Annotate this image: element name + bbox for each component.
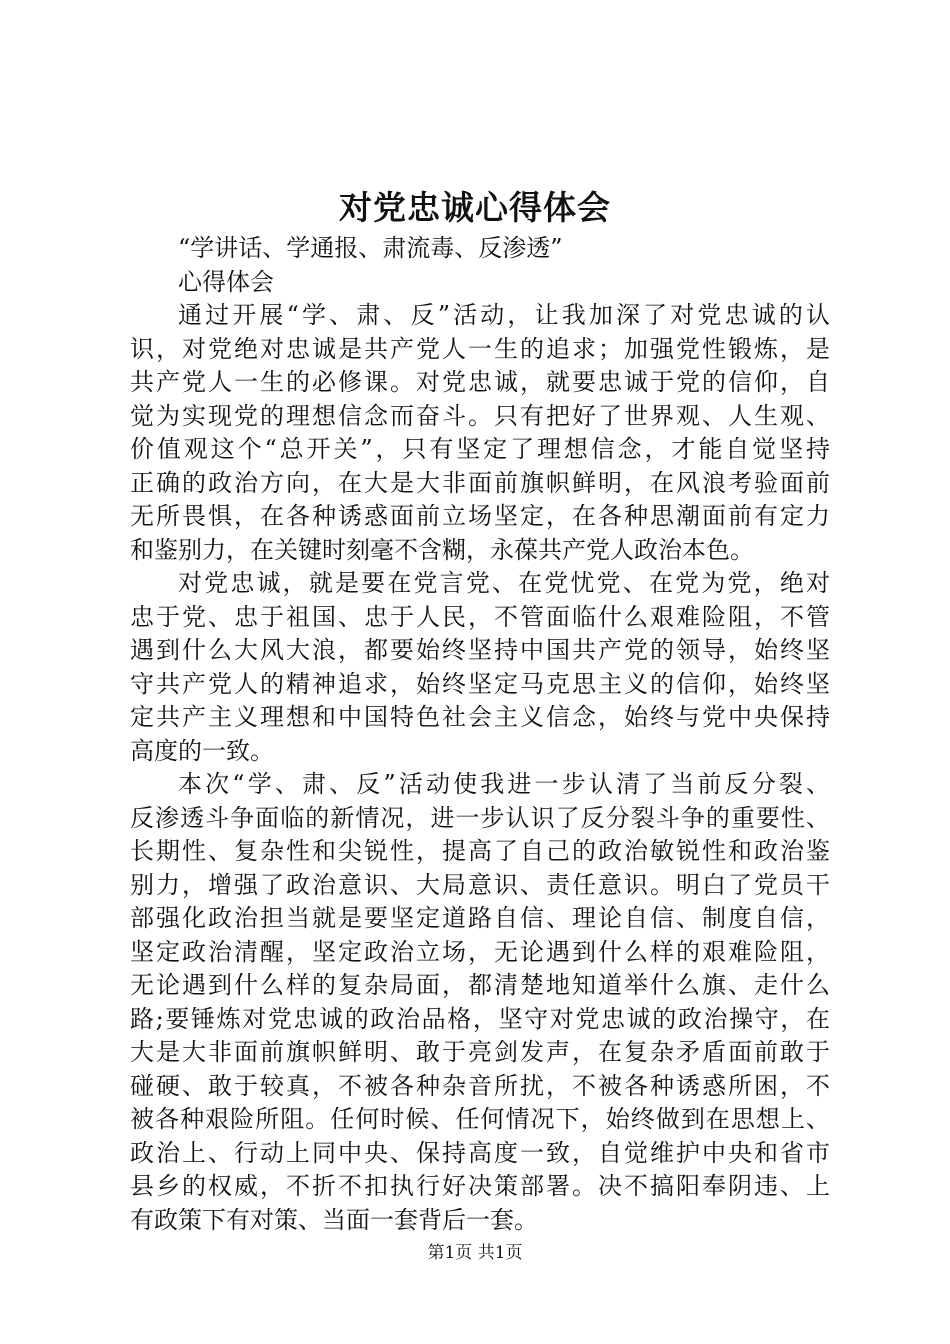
text-line: 共产党人一生的必修课。对党忠诚，就要忠诚于党的信仰，自 [130,368,830,396]
paragraph-1 [130,299,830,567]
document-title: 对党忠诚心得体会 [339,188,611,227]
subtitle-line: “学讲话、学通报、肃流毒、反渗透” [178,234,563,262]
text-line: 有政策下有对策、当面一套背后一套。 [130,1205,538,1234]
text-line: 长期性、复杂性和尖锐性，提高了自己的政治敏锐性和政治鉴 [130,837,830,865]
text-line: 本次“学、肃、反”活动使我进一步认清了当前反分裂、 [178,770,830,798]
text-line: 坚定政治清醒，坚定政治立场，无论遇到什么样的艰难险阻， [130,937,830,966]
text-line: 路;要锤炼对党忠诚的政治品格，坚守对党忠诚的政治操守，在 [130,1004,830,1033]
subtitle-line: 心得体会 [178,267,274,296]
text-line: 遇到什么大风大浪，都要始终坚持中国共产党的领导，始终坚 [130,636,830,664]
text-line: 忠于党、忠于祖国、忠于人民，不管面临什么艰难险阻，不管 [130,602,830,631]
text-line: 觉为实现党的理想信念而奋斗。只有把好了世界观、人生观、 [130,401,830,430]
text-line: 正确的政治方向，在大是大非面前旗帜鲜明，在风浪考验面前 [130,468,830,497]
text-line: 价值观这个“总开关”，只有坚定了理想信念，才能自觉坚持 [130,435,830,463]
paragraph-2 [130,567,830,768]
text-line: 部强化政治担当就是要坚定道路自信、理论自信、制度自信， [130,904,830,932]
text-line: 大是大非面前旗帜鲜明、敢于亮剑发声，在复杂矛盾面前敢于 [130,1038,830,1066]
text-line: 和鉴别力，在关键时刻毫不含糊，永葆共产党人政治本色。 [130,535,754,564]
text-line: 政治上、行动上同中央、保持高度一致，自觉维护中央和省市 [130,1138,830,1167]
text-line: 定共产主义理想和中国特色社会主义信念，始终与党中央保持 [130,703,830,731]
text-line: 对党忠诚，就是要在党言党、在党忧党、在党为党，绝对 [178,569,830,597]
text-line: 守共产党人的精神追求，始终坚定马克思主义的信仰，始终坚 [130,669,830,698]
text-line: 无所畏惧，在各种诱惑面前立场坚定，在各种思潮面前有定力 [130,502,830,530]
paragraph-3 [130,768,830,1237]
page-footer: 第1页 共1页 [427,1243,523,1263]
text-line: 别力，增强了政治意识、大局意识、责任意识。明白了党员干 [130,870,830,899]
text-line: 县乡的权威，不折不扣执行好决策部署。决不搞阳奉阴违、上 [130,1172,830,1200]
text-line: 无论遇到什么样的复杂局面，都清楚地知道举什么旗、走什么 [130,971,830,999]
text-line: 反渗透斗争面临的新情况，进一步认识了反分裂斗争的重要性、 [130,803,830,832]
text-line: 识，对党绝对忠诚是共产党人一生的追求；加强党性锻炼，是 [130,334,830,363]
text-line: 被各种艰险所阻。任何时候、任何情况下，始终做到在思想上、 [130,1105,830,1133]
text-line: 碰硬、敢于较真，不被各种杂音所扰，不被各种诱惑所困，不 [130,1071,830,1100]
text-line: 高度的一致。 [130,736,274,765]
text-line: 通过开展“学、肃、反”活动，让我加深了对党忠诚的认 [178,301,830,329]
document-body [130,232,830,1237]
